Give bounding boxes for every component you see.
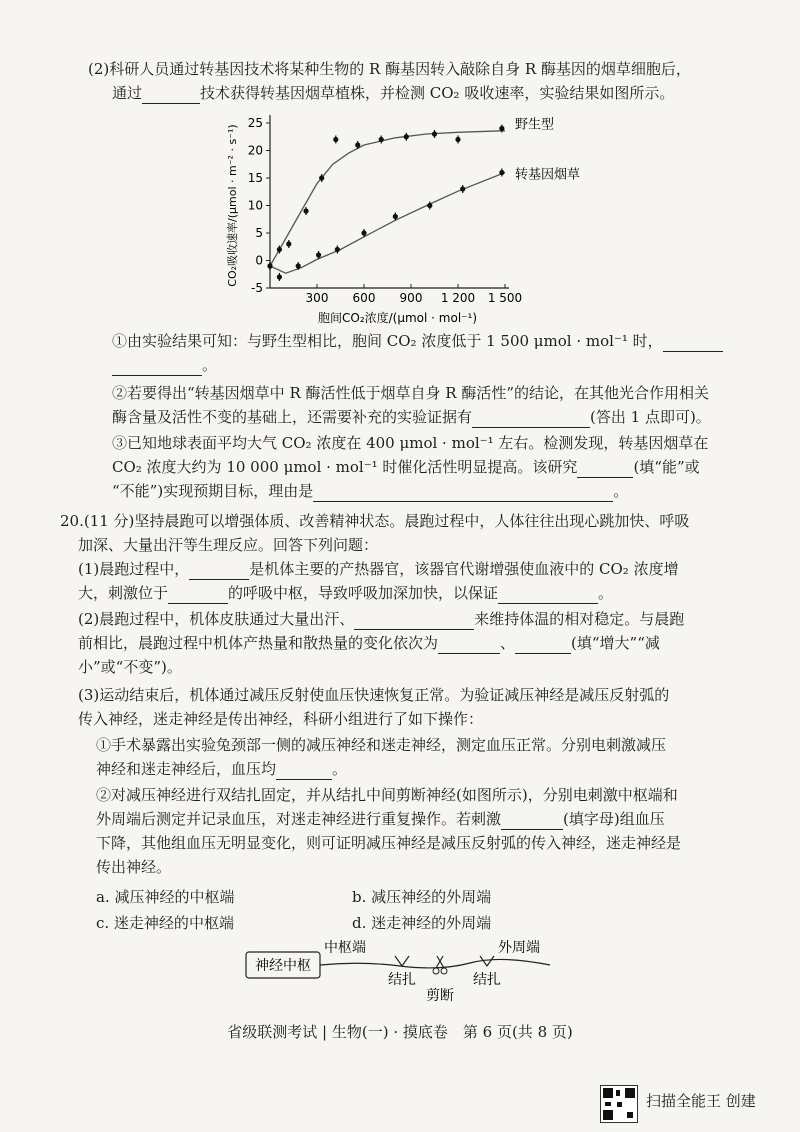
q20-step1-line2: 神经和迷走神经后，血压均 。	[96, 760, 348, 778]
answer-blank[interactable]	[189, 561, 249, 580]
q20-part1-line2: 大，刺激位于 的呼吸中枢，导致呼吸加深加快，以保证 。	[78, 584, 614, 602]
y-axis-label: CO₂吸收速率/(μmol · m⁻² · s⁻¹)	[226, 124, 239, 287]
nerve-center-label: 神经中枢	[255, 958, 311, 974]
qr-code-icon	[600, 1085, 638, 1123]
series-curve-2	[270, 173, 505, 274]
q2-item2-line1: ②若要得出“转基因烟草中 R 酶活性低于烟草自身 R 酶活性”的结论，在其他光合作用相关	[112, 384, 710, 402]
q2-item1-end: 。	[112, 354, 217, 376]
answer-blank[interactable]	[472, 409, 590, 428]
option-b: b. 减压神经的外周端	[352, 888, 492, 906]
data-point	[427, 203, 432, 208]
data-point	[267, 263, 272, 268]
data-point	[404, 134, 409, 139]
q20-stem-line1: 20.(11 分)坚持晨跑可以增强体质、改善精神状态。晨跑过程中，人体往往出现心跳加快、呼吸	[60, 512, 690, 530]
q20-step2-line4: 传出神经。	[96, 858, 172, 876]
q20-step2-line3: 下降，其他组血压无明显变化，则可证明减压神经是减压反射弧的传入神经，迷走神经是	[96, 834, 682, 852]
data-point	[355, 142, 360, 147]
answer-blank[interactable]	[438, 635, 500, 654]
q20-part2-line1: (2)晨跑过程中，机体皮肤通过大量出汗、 来维持体温的相对稳定。与晨跑	[78, 610, 685, 628]
q20-part3-line2: 传入神经，迷走神经是传出神经，科研小组进行了如下操作：	[78, 710, 484, 728]
answer-blank[interactable]	[276, 761, 332, 780]
q20-step2-line1: ②对减压神经进行双结扎固定，并从结扎中间剪断神经(如图所示)，分别电刺激中枢端和	[96, 786, 678, 804]
answer-blank[interactable]	[498, 585, 598, 604]
series-label: 野生型	[515, 117, 555, 133]
x-tick-label: 900	[399, 291, 423, 305]
scissors-icon	[433, 956, 447, 974]
option-c: c. 迷走神经的中枢端	[96, 914, 234, 932]
answer-blank[interactable]	[515, 635, 571, 654]
answer-blank[interactable]	[112, 357, 202, 376]
central-end-label: 中枢端	[324, 940, 366, 956]
data-point	[277, 274, 282, 279]
data-point	[277, 247, 282, 252]
answer-blank[interactable]	[168, 585, 228, 604]
x-axis-label: 胞间CO₂浓度/(μmol · mol⁻¹)	[318, 311, 477, 325]
q2-item3-line3: “不能”)实现预期目标，理由是 。	[112, 482, 629, 500]
data-point	[303, 208, 308, 213]
q20-part2-line2: 前相比，晨跑过程中机体产热量和散热量的变化依次为 、 (填“增大”“减	[78, 634, 660, 652]
data-point	[316, 252, 321, 257]
nerve-line	[320, 959, 550, 967]
q20-part3-line1: (3)运动结束后，机体通过减压反射使血压快速恢复正常。为验证减压神经是减压反射弧的	[78, 686, 670, 704]
q2-line2: 通过 技术获得转基因烟草植株，并检测 CO₂ 吸收速率，实验结果如图所示。	[112, 84, 675, 102]
y-tick-label: -5	[251, 281, 263, 295]
data-point	[499, 126, 504, 131]
answer-blank[interactable]	[577, 459, 633, 478]
q2-item3-line1: ③已知地球表面平均大气 CO₂ 浓度在 400 μmol · mol⁻¹ 左右。检测发现，转基因烟草在	[112, 434, 709, 452]
data-point	[335, 247, 340, 252]
data-point	[333, 137, 338, 142]
q2-item1: ①由实验结果可知：与野生型相比，胞间 CO₂ 浓度低于 1 500 μmol · mol⁻¹ 时，	[112, 330, 723, 352]
q20-step2-line2: 外周端后测定并记录血压，对迷走神经进行重复操作。若刺激 (填字母)组血压	[96, 810, 665, 828]
y-tick-label: 5	[255, 226, 263, 240]
q20-stem-line2: 加深、大量出汗等生理反应。回答下列问题：	[78, 536, 379, 554]
ligature-right-label: 结扎	[473, 972, 501, 988]
data-point	[379, 137, 384, 142]
ligature-left-label: 结扎	[388, 972, 416, 988]
answer-blank[interactable]	[142, 85, 200, 104]
q2-item3-line2: CO₂ 浓度大约为 10 000 μmol · mol⁻¹ 时催化活性明显提高。该研究 (填“能”或	[112, 458, 700, 476]
option-a: a. 减压神经的中枢端	[96, 888, 235, 906]
answer-blank[interactable]	[501, 811, 563, 830]
data-point	[499, 170, 504, 175]
y-tick-label: 20	[247, 143, 263, 158]
data-point	[319, 175, 324, 180]
q20-part1-line1: (1)晨跑过程中， 是机体主要的产热器官，该器官代谢增强使血液中的 CO₂ 浓度增	[78, 560, 679, 578]
data-point	[361, 230, 366, 235]
x-tick-label: 300	[305, 291, 329, 305]
series-curve-1	[270, 131, 505, 266]
data-point	[455, 137, 460, 142]
data-point	[286, 241, 291, 246]
x-tick-label: 1 200	[440, 291, 476, 305]
x-tick-label: 1 500	[487, 291, 523, 305]
cut-label: 剪断	[426, 988, 454, 1004]
answer-blank[interactable]	[313, 483, 613, 502]
y-tick-label: 0	[255, 253, 263, 268]
q20-part2-line3: 小”或“不变”)。	[78, 658, 182, 676]
x-tick-label: 600	[352, 291, 376, 305]
data-point	[460, 186, 465, 191]
nerve-ligation-diagram	[240, 938, 570, 1004]
y-tick-label: 25	[247, 116, 263, 130]
peripheral-end-label: 外周端	[498, 940, 540, 956]
q2-item2-line2: 酶含量及活性不变的基础上，还需要补充的实验证据有 (答出 1 点即可)。	[112, 408, 711, 426]
data-point	[296, 263, 301, 268]
answer-blank[interactable]	[354, 611, 474, 630]
scanner-watermark: 扫描全能王 创建	[646, 1092, 756, 1110]
series-label: 转基因烟草	[515, 167, 581, 183]
q2-line1: (2)科研人员通过转基因技术将某种生物的 R 酶基因转入敲除自身 R 酶基因的烟草细胞后，	[88, 60, 691, 78]
y-tick-label: 15	[247, 171, 263, 185]
answer-blank[interactable]	[663, 333, 723, 352]
option-d: d. 迷走神经的外周端	[352, 914, 492, 932]
data-point	[393, 214, 398, 219]
data-point	[432, 131, 437, 136]
y-tick-label: 10	[247, 198, 263, 213]
q20-step1-line1: ①手术暴露出实验兔颈部一侧的减压神经和迷走神经，测定血压正常。分别电刺激减压	[96, 736, 667, 754]
page-footer: 省级联测考试 | 生物(一) · 摸底卷 第 6 页(共 8 页)	[227, 1023, 573, 1041]
ligature-left-mark	[395, 956, 409, 966]
co2-absorption-chart	[215, 108, 581, 325]
